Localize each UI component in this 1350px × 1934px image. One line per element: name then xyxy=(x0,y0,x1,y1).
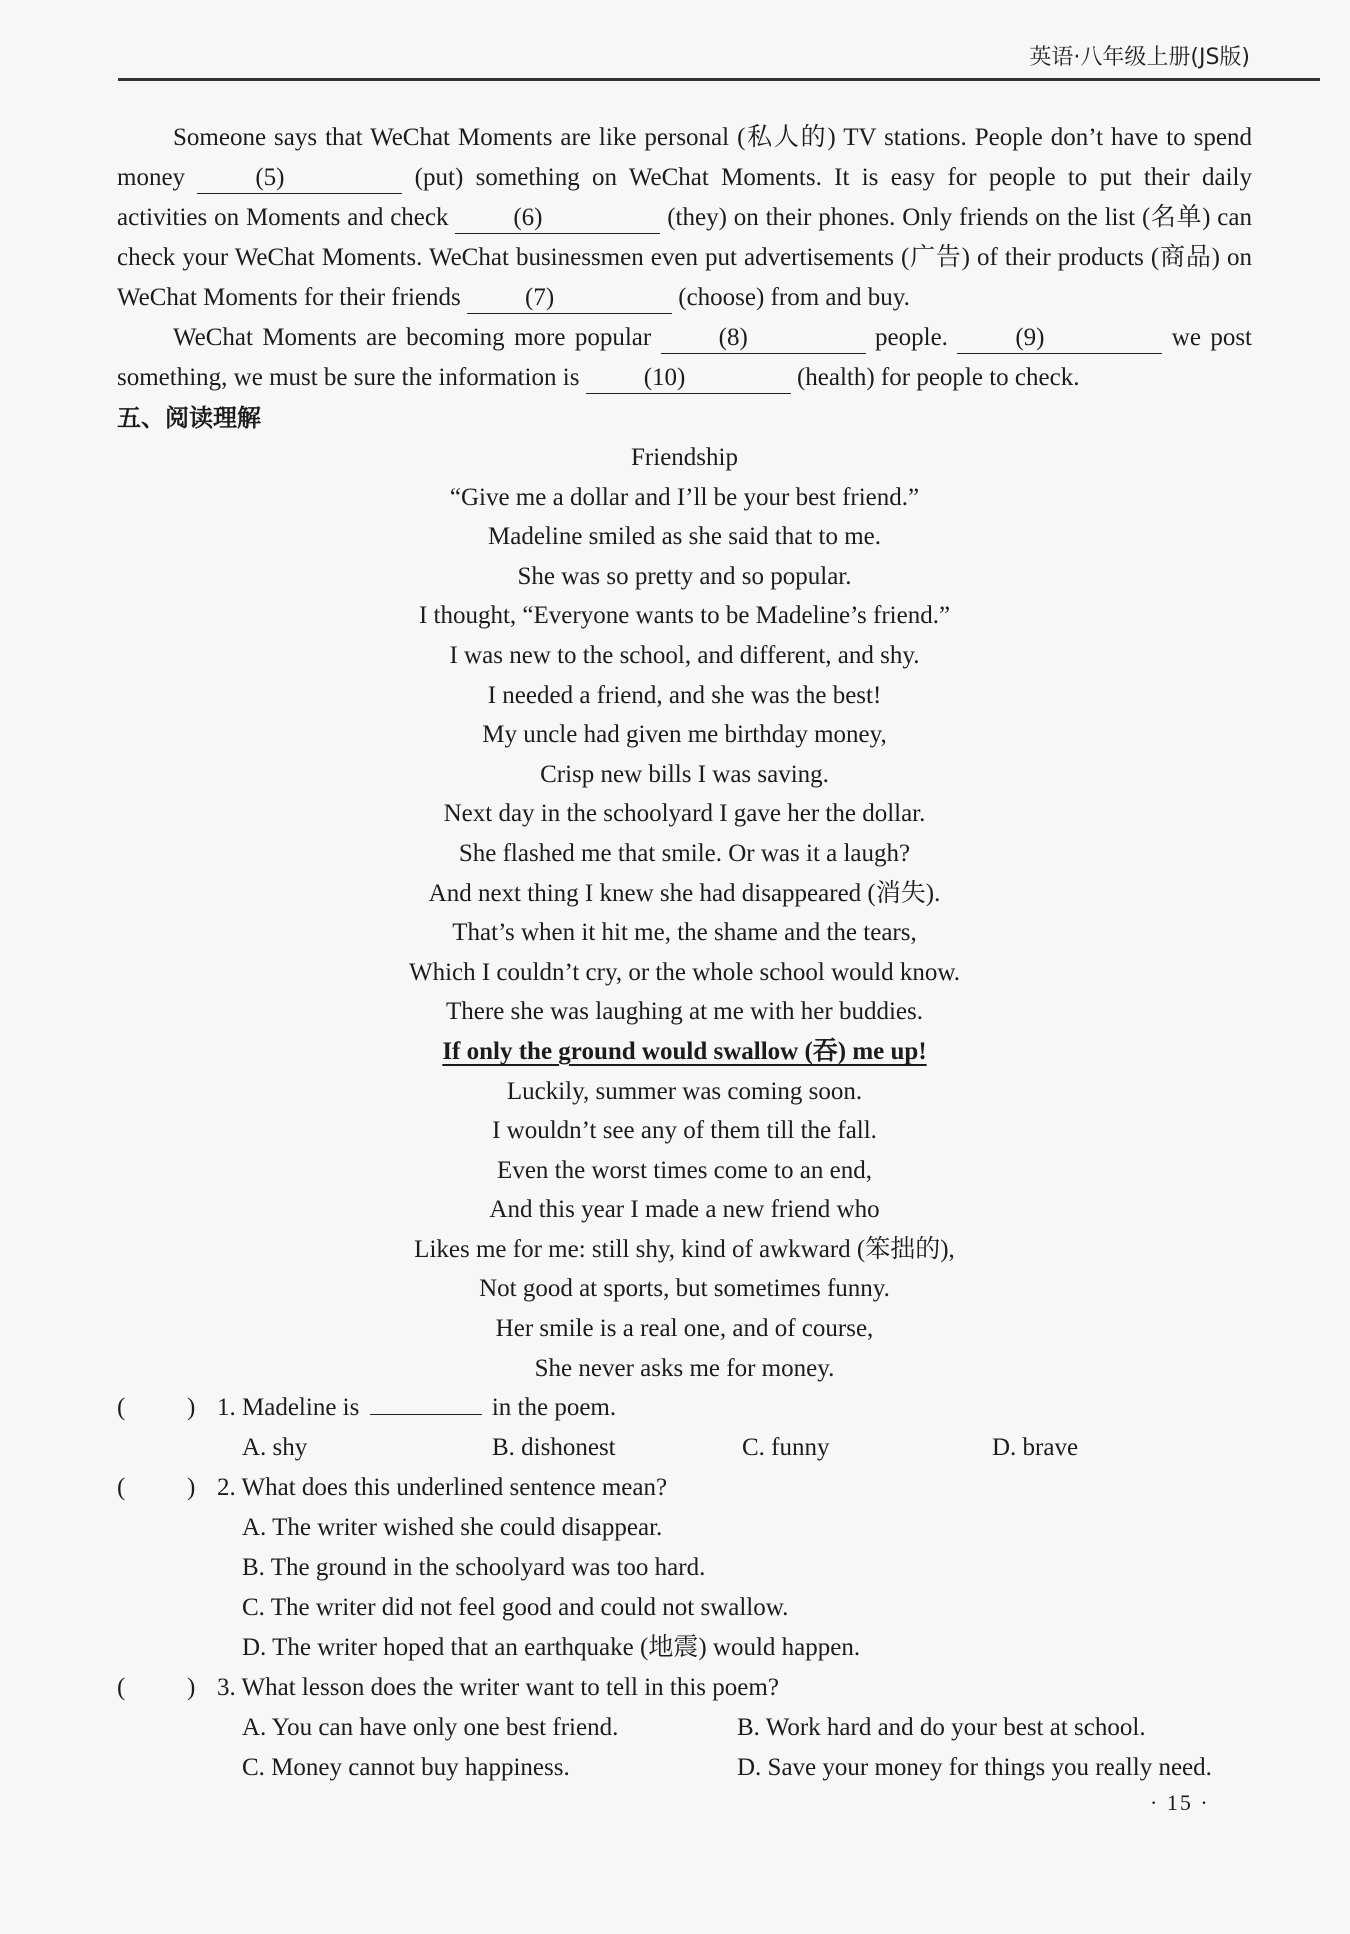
poem-line: Which I couldn’t cry, or the whole school would know. xyxy=(408,958,961,986)
option-a: A. You can have only one best friend. xyxy=(242,1714,619,1742)
poem xyxy=(117,438,1252,1388)
poem-line: My uncle had given me birthday money, xyxy=(482,721,887,749)
poem-line: And next thing I knew she had disappeared (消失). xyxy=(428,879,941,907)
question-stem: ( ) 1. Madeline is in the poem. xyxy=(117,1388,1252,1428)
poem-line: She was so pretty and so popular. xyxy=(517,562,852,590)
poem-line: There she was laughing at me with her buddies. xyxy=(446,998,923,1026)
answer-parentheses[interactable]: ( ) xyxy=(117,1394,196,1422)
poem-line: Next day in the schoolyard I gave her the dollar. xyxy=(443,800,926,828)
poem-line: She flashed me that smile. Or was it a laugh? xyxy=(458,839,911,867)
poem-line: And this year I made a new friend who xyxy=(489,1196,880,1224)
option-c: C. The writer did not feel good and could not swallow. xyxy=(242,1594,789,1622)
poem-title: Friendship xyxy=(631,444,738,471)
option-d: D. Save your money for things you really need. xyxy=(737,1754,1212,1782)
blank-9: (9) xyxy=(957,323,1162,354)
option-a: A. shy xyxy=(242,1434,308,1462)
poem-line: “Give me a dollar and I’ll be your best friend.” xyxy=(449,483,920,511)
question-stem: ( ) 2. What does this underlined sentence mean? xyxy=(117,1468,1252,1508)
blank-8: (8) xyxy=(661,323,866,354)
blank-5: (5) xyxy=(197,163,402,194)
poem-line: I wouldn’t see any of them till the fall. xyxy=(492,1117,877,1145)
option-b: B. dishonest xyxy=(492,1434,616,1462)
option-b: B. Work hard and do your best at school. xyxy=(737,1714,1146,1742)
poem-line: That’s when it hit me, the shame and the tears, xyxy=(452,919,917,947)
poem-line: Luckily, summer was coming soon. xyxy=(506,1077,863,1105)
page-content xyxy=(117,118,1252,1788)
passage-paragraph-1: Someone says that WeChat Moments are like personal (私人的) TV stations. People don’t have to spend money (5) (put) something on WeChat Moments. It is easy for people to put their daily activities on Moments and check (6) (they) on their phones. Only friends on the list (名单) can check your WeChat Moments. WeChat businessmen even put advertisements (广告) of their products (商品) on WeChat Moments for their friends (7) (choose) from and buy. xyxy=(117,118,1252,318)
section-heading: 五、阅读理解 xyxy=(117,404,261,432)
poem-line: Likes me for me: still shy, kind of awkward (笨拙的), xyxy=(414,1235,955,1263)
poem-line: Crisp new bills I was saving. xyxy=(540,760,829,788)
poem-line: She never asks me for money. xyxy=(534,1354,835,1382)
blank-6: (6) xyxy=(455,203,660,234)
page-number: · 15 · xyxy=(1150,1790,1210,1815)
option-d: D. The writer hoped that an earthquake (地震) would happen. xyxy=(242,1634,861,1662)
poem-line: I needed a friend, and she was the best! xyxy=(487,681,882,709)
poem-line: Madeline smiled as she said that to me. xyxy=(488,523,881,551)
underlined-poem-line: If only the ground would swallow (吞) me up! xyxy=(442,1037,927,1065)
options xyxy=(117,1708,1252,1788)
poem-line: I thought, “Everyone wants to be Madeline’s friend.” xyxy=(418,602,951,630)
question-2 xyxy=(117,1468,1252,1668)
option-a: A. The writer wished she could disappear. xyxy=(242,1514,663,1542)
blank-7: (7) xyxy=(467,283,672,314)
option-c: C. Money cannot buy happiness. xyxy=(242,1754,570,1782)
question-3 xyxy=(117,1668,1252,1788)
answer-blank xyxy=(370,1388,482,1415)
poem-line: Even the worst times come to an end, xyxy=(497,1156,872,1184)
header-rule xyxy=(118,78,1320,81)
answer-parentheses[interactable]: ( ) xyxy=(117,1674,196,1702)
book-title: 英语·八年级上册(JS版) xyxy=(1029,45,1250,70)
question-stem: ( ) 3. What lesson does the writer want to tell in this poem? xyxy=(117,1668,1252,1708)
passage-paragraph-2: WeChat Moments are becoming more popular (8) people. (9) we post something, we must be sure the information is (10) (health) for people to check. xyxy=(117,318,1252,398)
option-c: C. funny xyxy=(742,1434,830,1462)
poem-line: Her smile is a real one, and of course, xyxy=(495,1315,874,1343)
poem-line: I was new to the school, and different, and shy. xyxy=(449,641,920,669)
option-d: D. brave xyxy=(992,1434,1079,1462)
options xyxy=(117,1508,1252,1668)
page-header xyxy=(0,0,1350,90)
blank-10: (10) xyxy=(586,363,791,394)
option-b: B. The ground in the schoolyard was too hard. xyxy=(242,1554,706,1582)
poem-line: Not good at sports, but sometimes funny. xyxy=(479,1275,890,1303)
options xyxy=(117,1428,1252,1468)
question-1 xyxy=(117,1388,1252,1468)
answer-parentheses[interactable]: ( ) xyxy=(117,1474,196,1502)
